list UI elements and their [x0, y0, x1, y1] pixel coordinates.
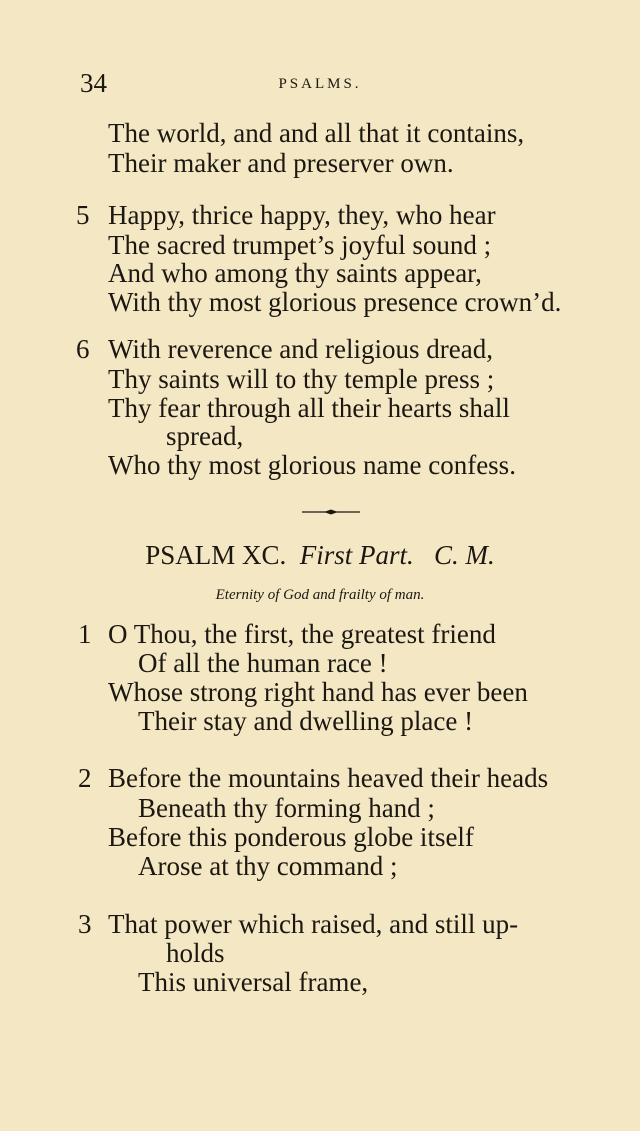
page-number: 34 [80, 68, 107, 98]
verse-line: Thy fear through all their hearts shall [108, 393, 510, 423]
verse-line: Before the mountains heaved their heads [108, 763, 549, 793]
stanza-number: 1 [78, 619, 92, 649]
psalm-heading [0, 540, 640, 571]
verse-line: Thy saints will to thy temple press ; [108, 364, 495, 394]
verse-line: Whose strong right hand has ever been [108, 677, 528, 707]
verse-line: Before this ponderous globe itself [108, 822, 474, 852]
psalm-part: First Part. [299, 540, 414, 570]
verse-line: With thy most glorious presence crown’d. [108, 287, 562, 317]
psalm-subtitle: Eternity of God and frailty of man. [215, 587, 425, 603]
verse-line: Beneath thy forming hand ; [138, 793, 435, 823]
verse-line: That power which raised, and still up- [108, 909, 519, 939]
stanza-number: 3 [78, 909, 92, 939]
running-head: PSALMS. [278, 76, 362, 92]
verse-line: With reverence and religious dread, [108, 334, 493, 364]
verse-line: Of all the human race ! [138, 648, 388, 678]
verse-line: Happy, thrice happy, they, who hear [108, 200, 496, 230]
verse-line: And who among thy saints appear, [108, 258, 482, 288]
psalm-title: PSALM XC. [145, 540, 287, 570]
verse-line: The world, and and all that it contains, [108, 118, 525, 148]
ornament-divider [302, 509, 360, 515]
stanza-number: 2 [78, 763, 92, 793]
stanza-number: 5 [76, 200, 90, 230]
verse-line: Arose at thy command ; [138, 851, 398, 881]
verse-line: Their stay and dwelling place ! [138, 706, 474, 736]
verse-line: O Thou, the first, the greatest friend [108, 619, 496, 649]
verse-line: Their maker and preserver own. [108, 148, 454, 178]
verse-line: spread, [166, 421, 244, 451]
verse-line: Who thy most glorious name confess. [108, 450, 516, 480]
verse-line: holds [166, 938, 225, 968]
verse-line: This universal frame, [138, 967, 369, 997]
psalm-meter: C. M. [434, 540, 495, 570]
verse-line: The sacred trumpet’s joyful sound ; [108, 230, 492, 260]
stanza-number: 6 [76, 334, 90, 364]
